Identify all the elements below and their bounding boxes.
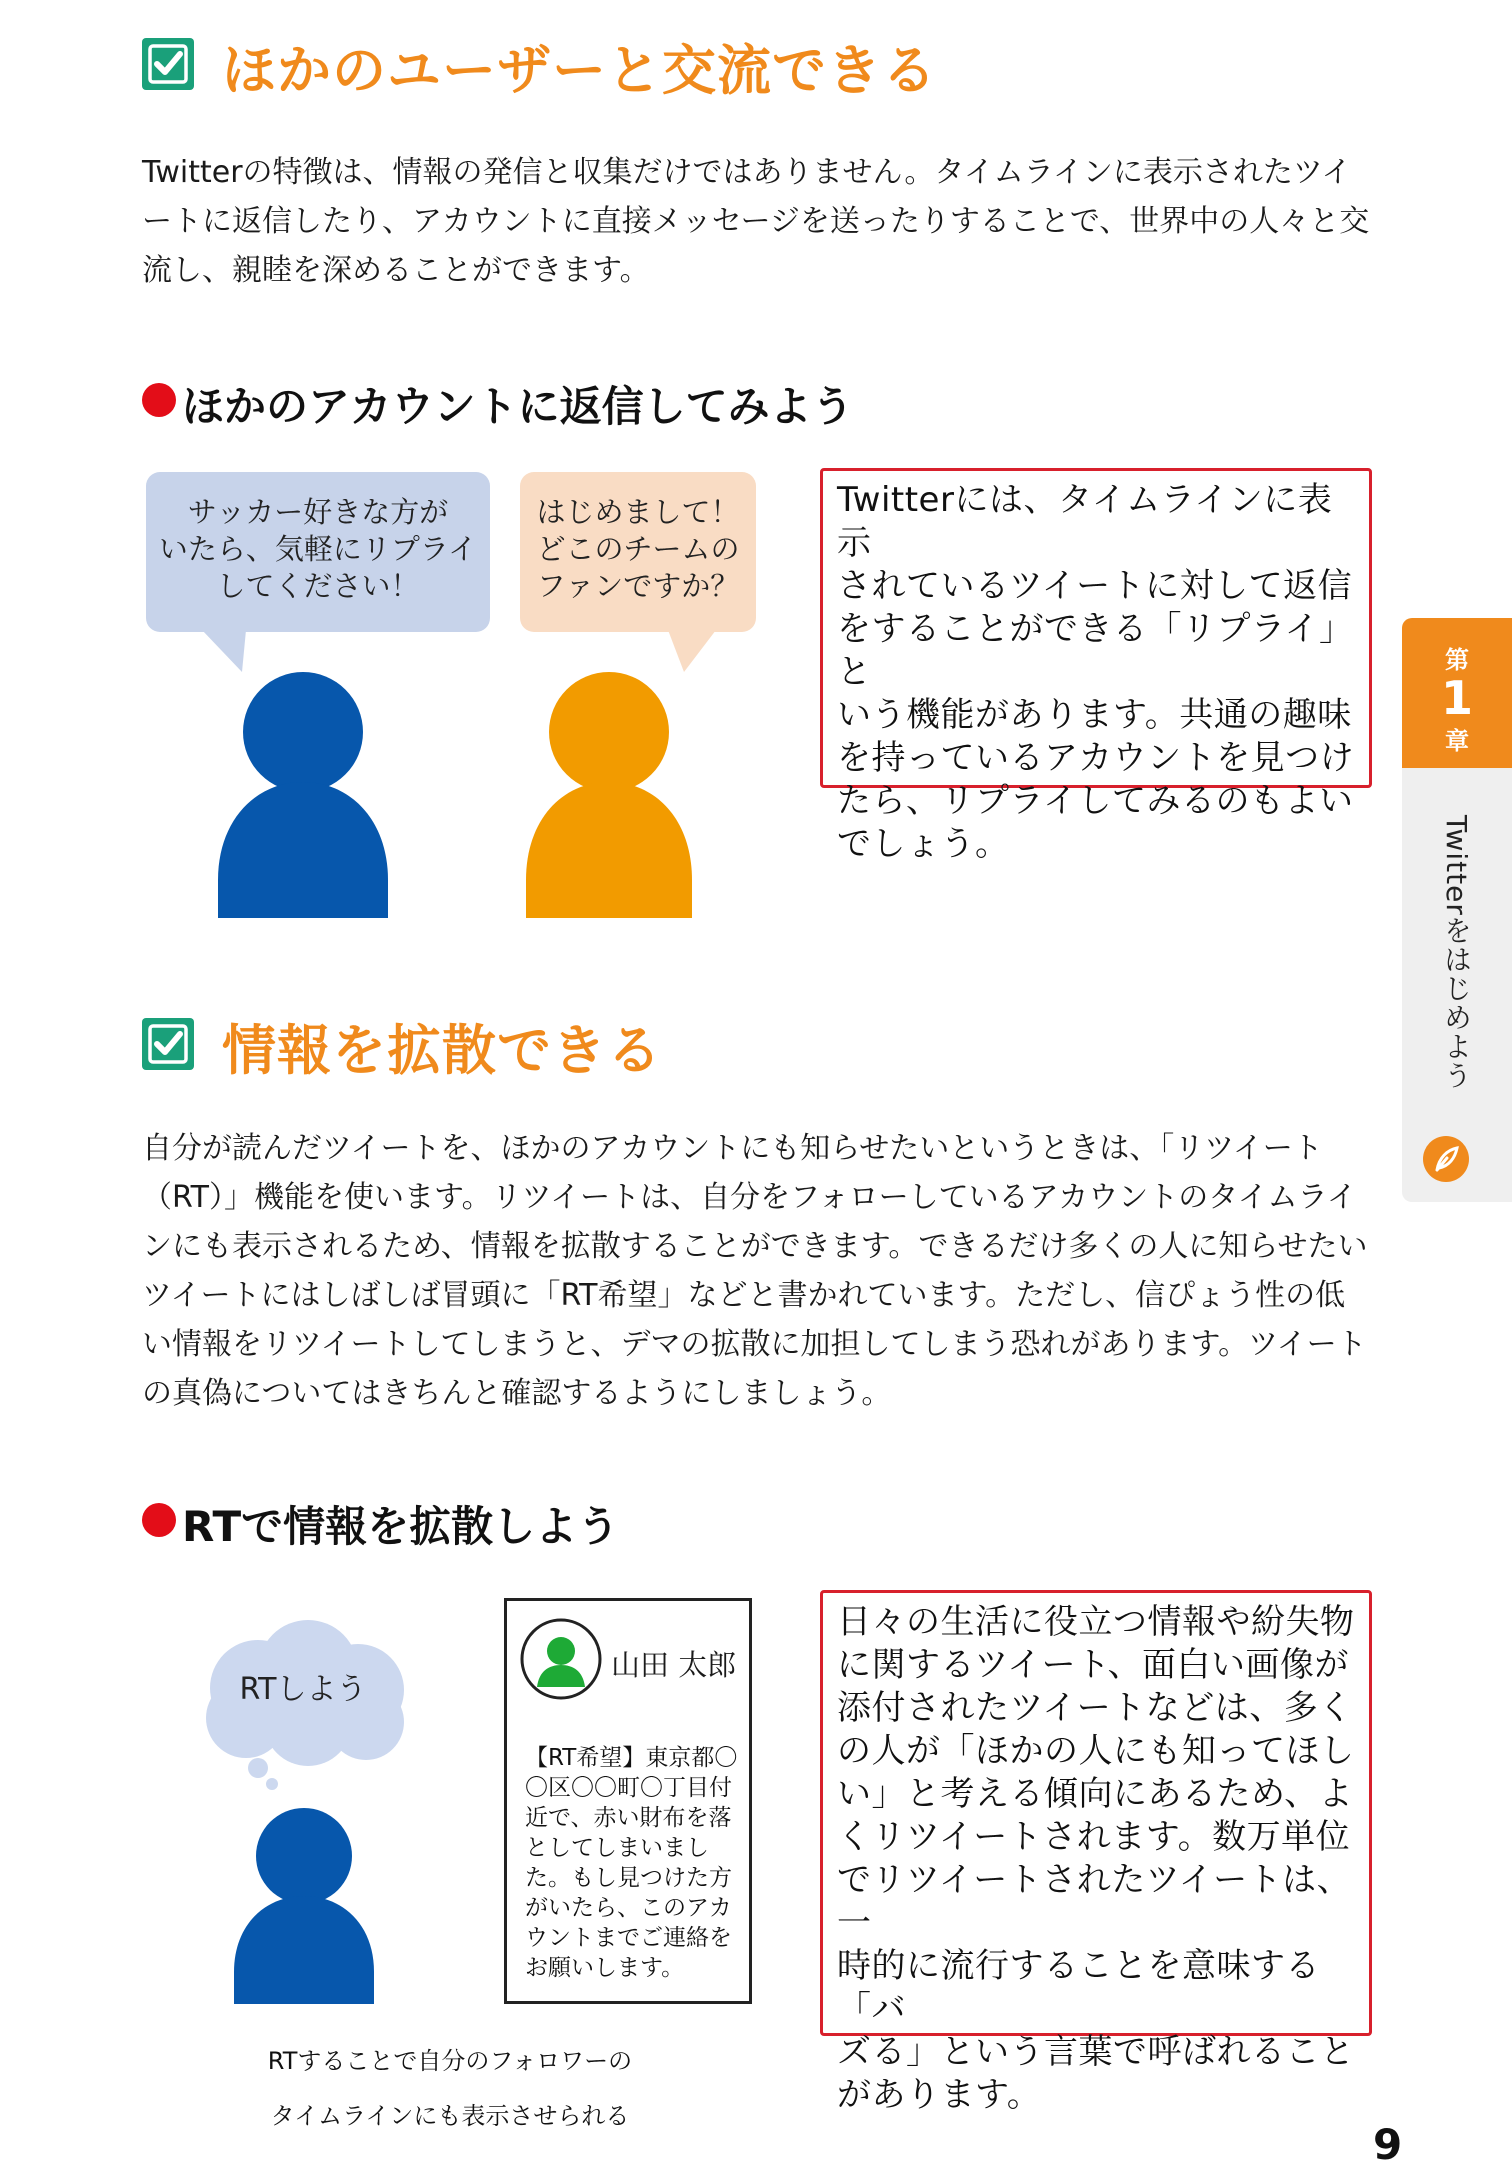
subheading-reply: ほかのアカウントに返信してみよう xyxy=(142,374,854,430)
retweet-paragraph: 自分が読んだツイートを、ほかのアカウントにも知らせたいというときは、「リツイート（RT）」機能を使います。リツイートは、自分をフォローしているアカウントのタイムラインにも表示されるため、情報を拡散することができます。できるだけ多くの人に知らせたいツイートにはしばしば冒頭に「RT希望」などと書かれています。ただし、信ぴょう性の低い情報をリツイートしてしまうと、デマの拡散に加担してしまう恐れがあります。ツイートの真偽についてはきちんと確認するようにしましょう。 xyxy=(142,1131,1368,1411)
chapter-title: Twitterをはじめよう xyxy=(1440,815,1473,1090)
thought-cloud xyxy=(198,1618,412,1798)
bubble-right-text: はじめまして！ どこのチームの ファンですか？ xyxy=(536,495,740,603)
feather-icon xyxy=(1423,1136,1469,1182)
avatar xyxy=(519,1617,603,1701)
thought-text: RTしよう xyxy=(239,1672,367,1707)
subheading-rt: RTで情報を拡散しよう xyxy=(142,1494,619,1550)
red-dot-icon xyxy=(142,383,176,417)
person-blue-icon xyxy=(218,670,388,918)
check-icon xyxy=(142,38,194,90)
person-orange-icon xyxy=(526,670,692,918)
chapter-suffix: 章 xyxy=(1445,727,1469,755)
tweet-card xyxy=(504,1598,752,2004)
section-title-spread: 情報を拡散できる xyxy=(222,1019,662,1082)
chapter-tab[interactable] xyxy=(1402,618,1512,768)
rt-caption: RTすることで自分のフォロワーの タイムラインにも表示させられる xyxy=(267,2047,633,2130)
intro-paragraph: Twitterの特徴は、情報の発信と収集だけではありません。タイムラインに表示されたツイートに返信したり、アカウントに直接メッセージを送ったりすることで、世界中の人々と交流し、親睦を深めることができます。 xyxy=(142,155,1370,288)
check-icon xyxy=(142,1018,194,1070)
chapter-prefix: 第 xyxy=(1445,646,1469,674)
tweet-body: 【RT希望】東京都〇〇区〇〇町〇丁目付近で、赤い財布を落としてしまいました。もし見つけた方がいたら、このアカウントまでご連絡をお願いします。 xyxy=(525,1745,738,1981)
chapter-number: 1 xyxy=(1440,671,1473,725)
person-blue-icon xyxy=(234,1804,374,2004)
section-title-interaction: ほかのユーザーと交流できる xyxy=(222,39,937,102)
red-dot-icon xyxy=(142,1503,176,1537)
bubble-left-text: サッカー好きな方が いたら、気軽にリプライ してください！ xyxy=(158,495,478,603)
reply-note-box: Twitterには、タイムラインに表示 されているツイートに対して返信 をすることができる「リプライ」と いう機能があります。共通の趣味 を持っているアカウントを見つけ たら、リプライしてみるのもよい でしょう。 xyxy=(820,468,1372,788)
page-number: 9 xyxy=(1373,2120,1403,2169)
rt-note-box: 日々の生活に役立つ情報や紛失物 に関するツイート、面白い画像が 添付されたツイートなどは、多く の人が「ほかの人にも知ってほし い」と考える傾向にあるため、よ くリツイートされます。数万単位 でリツイートされたツイートは、一 時的に流行することを意味する「バ ズる」という言葉で呼ばれること があります。 xyxy=(820,1590,1372,2036)
tweet-username: 山田 太郎 xyxy=(611,1648,737,1682)
